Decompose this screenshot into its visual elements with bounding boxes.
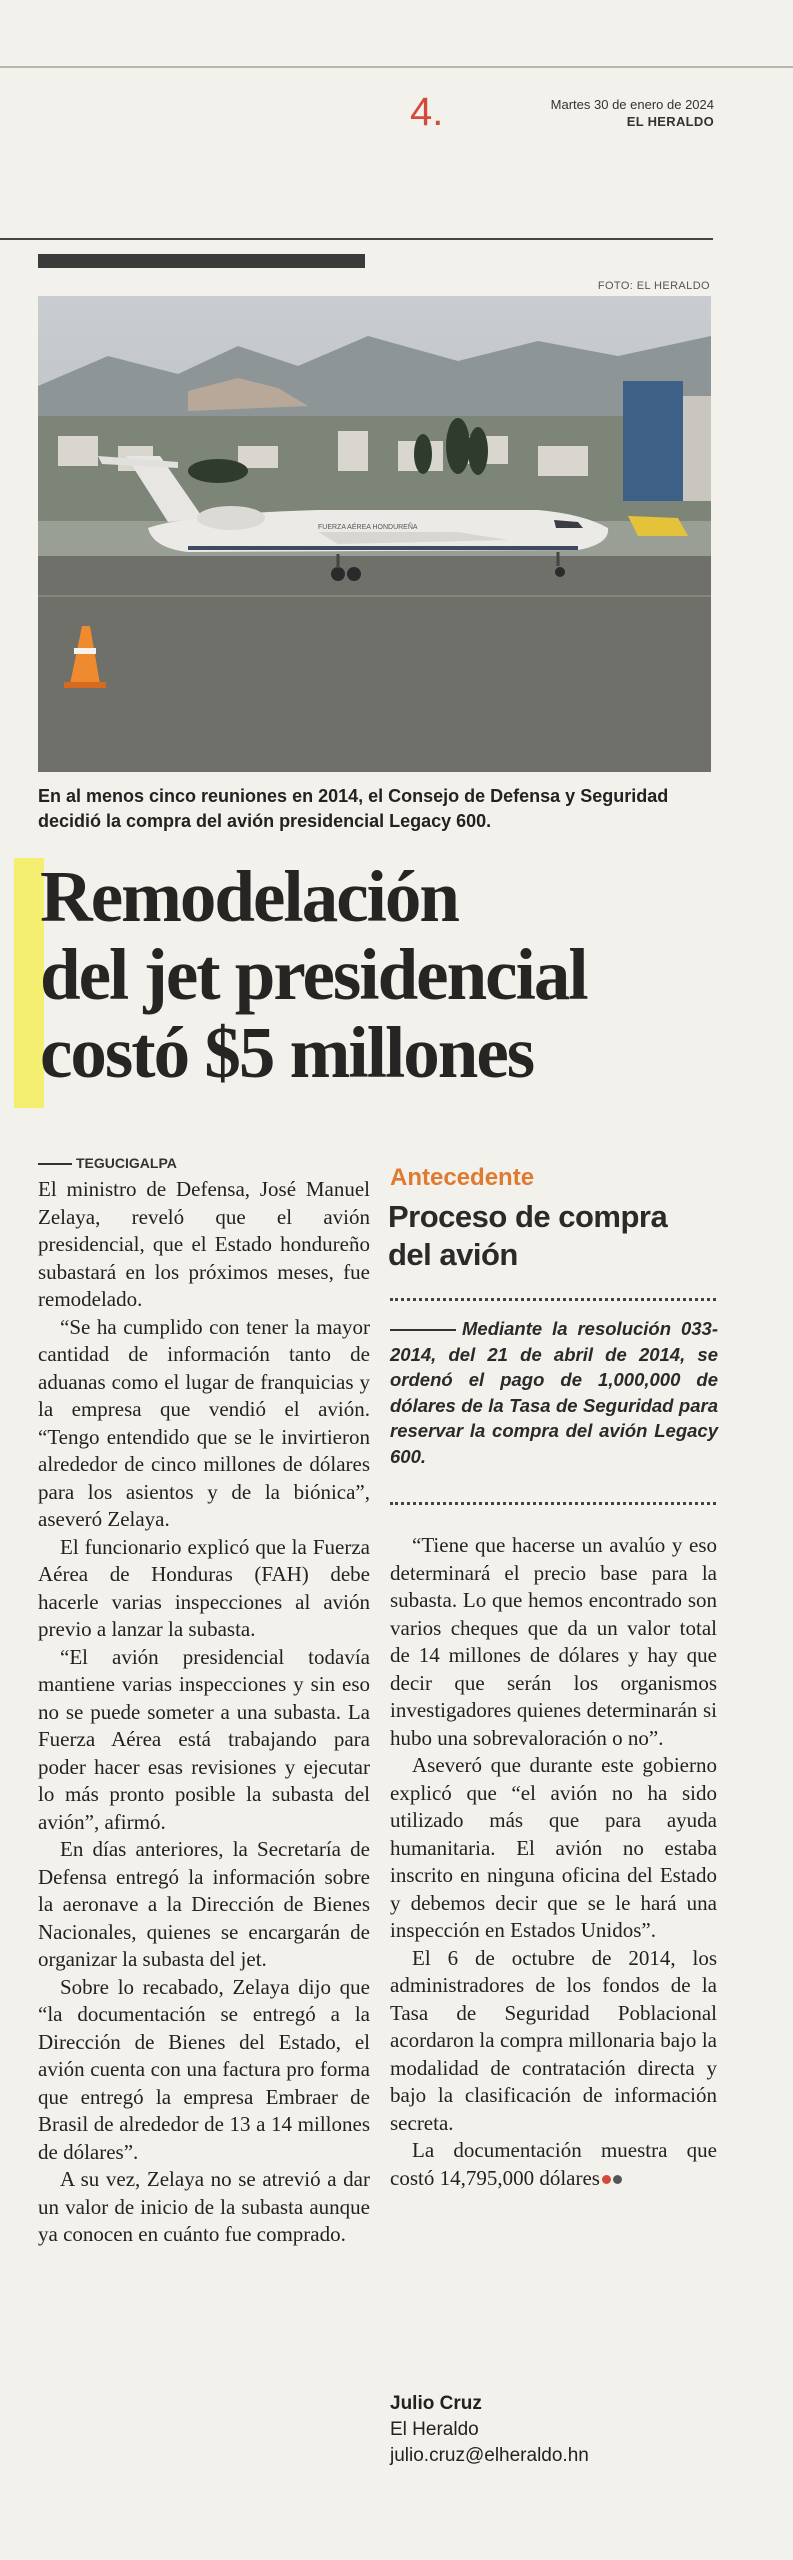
paragraph: “Tiene que hacerse un avalúo y eso determinará el precio base para la subasta. Lo que hemos encontrado son varios cheques que da un valor total de 14 millones de dólares y hay que decir que serán los organismos investigadores quienes determinarán si hubo una sobrevaloración o no”. [390, 1533, 717, 1750]
article-location [38, 1155, 177, 1171]
paragraph: “Se ha cumplido con tener la mayor cantidad de información tanto de aduanas como el lugar de franquicias y la empresa que vendió el avión. “Tengo entendido que se le invirtieron alrededor de cinco millones de dólares para los asientos y de la biónica”, aseveró Zelaya. [38, 1314, 370, 1531]
dotted-divider-bottom [390, 1502, 716, 1505]
aircraft-livery-text: FUERZA AÉREA HONDUREÑA [318, 524, 418, 531]
article-column-2 [390, 1532, 717, 2192]
paragraph: El 6 de octubre de 2014, los administradores de los fondos de la Tasa de Seguridad Poblacional acordaron la compra millonaria bajo la modalidad de contratación directa y bajo la clasificación de información secreta. [390, 1945, 717, 2135]
publication-name: EL HERALDO [626, 114, 714, 129]
sidebar-kicker: Antecedente [390, 1164, 535, 1191]
author-name: Julio Cruz [390, 2393, 482, 2414]
closing-text: La documentación muestra que costó 14,795,000 dólares [390, 2138, 717, 2190]
article-column-1 [38, 1176, 370, 2249]
headline-line-2: del jet presidencial [40, 934, 587, 1015]
sidebar-body: Mediante la resolución 033-2014, del 21 de abril de 2014, se ordenó el pago de 1,000,000 de dólares de la Tasa de Seguridad para reservar la compra del avión Legacy 600. [390, 1318, 718, 1467]
paragraph: El funcionario explicó que la Fuerza Aérea de Honduras (FAH) debe hacerle varias inspecciones al avión previo a lanzar la subasta. [38, 1534, 370, 1641]
byline [390, 2391, 589, 2469]
end-mark [602, 2175, 611, 2184]
photo-caption: En al menos cinco reuniones en 2014, el Consejo de Defensa y Seguridad decidió la compra del avión presidencial Legacy 600. [38, 786, 669, 831]
sidebar-text [390, 1316, 718, 1469]
section-rule [0, 238, 713, 240]
paragraph: En días anteriores, la Secretaría de Defensa entregó la información sobre la aeronave a la Dirección de Bienes Nacionales, quienes se encargarán de organizar la subasta del jet. [38, 1837, 370, 1971]
paragraph: “El avión presidencial todavía mantiene varias inspecciones y sin eso no se puede someter a una subasta. La Fuerza Aérea está trabajando para poder hacer esas revisiones y ejecutar lo más pronto posible la subasta del avión”, afirmó. [38, 1644, 370, 1834]
article-headline [40, 858, 720, 1092]
closing-paragraph [390, 2137, 717, 2192]
paragraph: El ministro de Defensa, José Manuel Zelaya, reveló que el avión presidencial, que el Estado hondureño subastará en los próximos meses, fue remodelado. [38, 1177, 370, 1311]
dateline [504, 96, 714, 130]
author-outlet: El Heraldo [390, 2419, 479, 2440]
sidebar-title: Proceso de compra del avión [388, 1199, 668, 1272]
dash [390, 1329, 456, 1331]
headline-line-3: costó $5 millones [40, 1012, 534, 1093]
aircraft-photo [38, 296, 711, 772]
paragraph: A su vez, Zelaya no se atrevió a dar un valor de inicio de la subasta aunque ya conocen en cuánto fue comprado. [38, 2167, 370, 2246]
location-text: TEGUCIGALPA [76, 1155, 177, 1171]
section-bar [38, 254, 365, 268]
issue-date: Martes 30 de enero de 2024 [550, 97, 714, 112]
page-number: 4. [410, 90, 444, 134]
paragraph: Aseveró que durante este gobierno explicó que “el avión no ha sido utilizado más que para ayuda humanitaria. El avión no estaba inscrito en ninguna oficina del Estado y debemos decir que se le hará una inspección en Estados Unidos”. [390, 1753, 717, 1942]
headline-line-1: Remodelación [40, 856, 458, 937]
dotted-divider-top [390, 1298, 716, 1301]
end-mark [613, 2175, 622, 2184]
aircraft-photo-illustration [38, 296, 711, 772]
paragraph: Sobre lo recabado, Zelaya dijo que “la documentación se entregó a la Dirección de Bienes del Estado, el avión cuenta con una factura pro forma que entregó la empresa Embraer de Brasil de alrededor de 13 a 14 millones de dólares”. [38, 1974, 370, 2164]
top-rule [0, 66, 793, 68]
author-email: julio.cruz@elheraldo.hn [390, 2445, 589, 2466]
photo-credit: FOTO: EL HERALDO [597, 280, 710, 292]
